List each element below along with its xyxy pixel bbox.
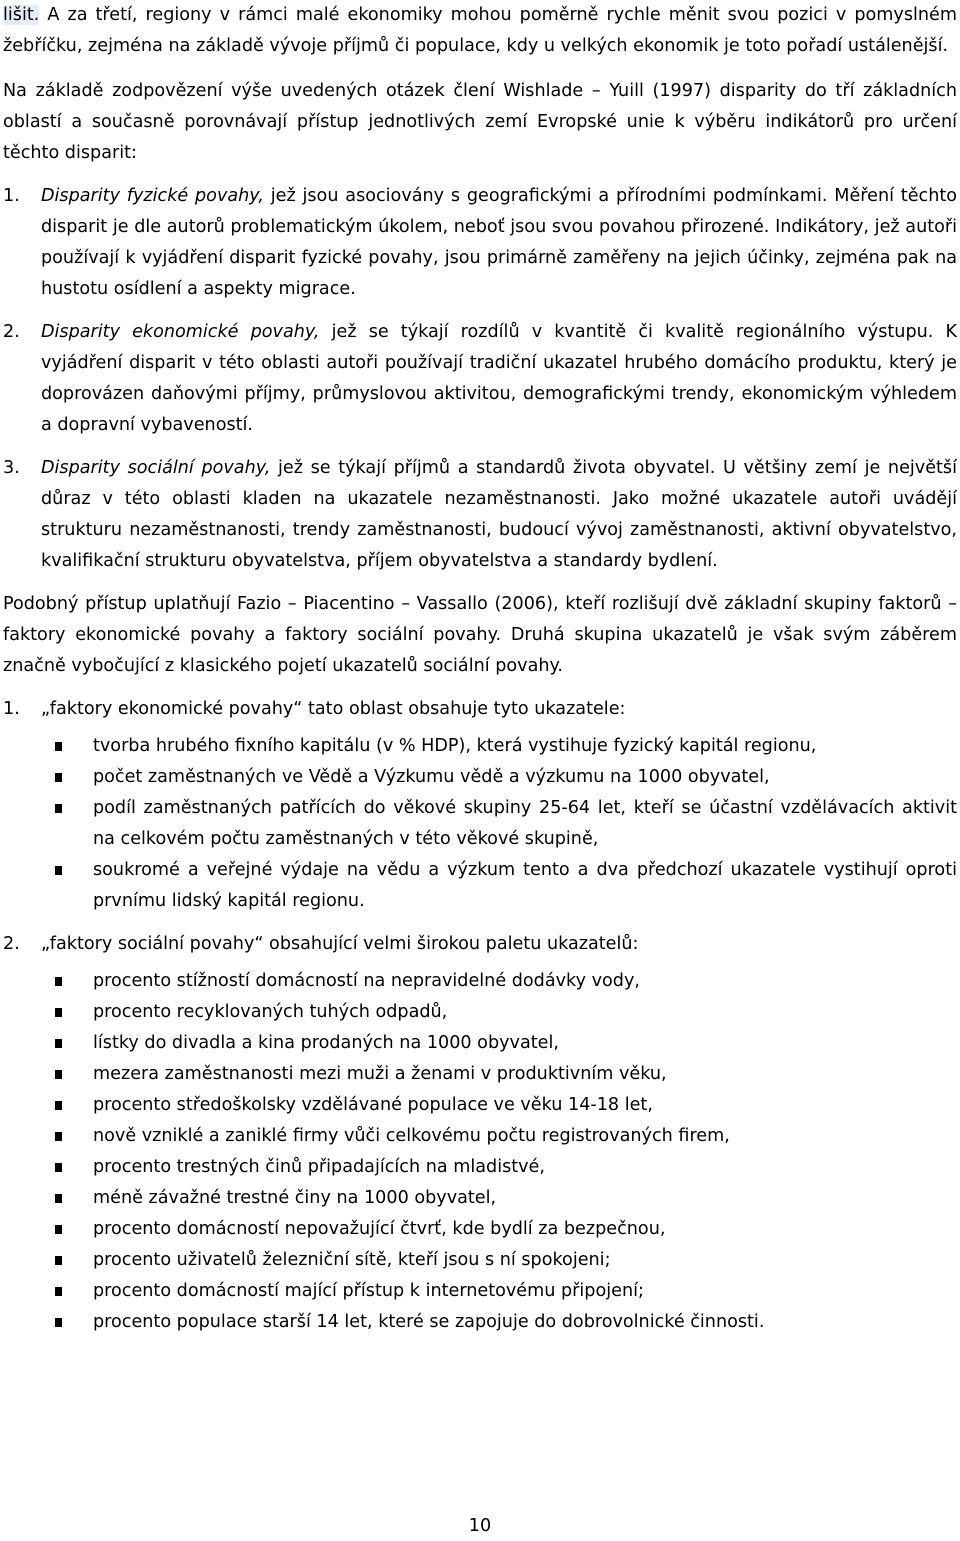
list-item [3,1307,957,1338]
list-item-text: procento trestných činů připadajících na mladistvé, [93,1157,545,1177]
item-title: Disparity fyzické povahy, [41,186,264,206]
square-bullet-icon [55,804,62,813]
intro-text: A za třetí, regiony v rámci malé ekonomiky mohou poměrně rychle měnit svou pozici v pomyslném žebříčku, zejména na základě vývoje příjmů či populace, kdy u velkých ekonomik je toto pořadí ustálenější. [3,5,957,56]
item-title: Disparity ekonomické povahy, [41,322,320,342]
list-item-text: počet zaměstnaných ve Vědě a Výzkumu vědě a výzkumu na 1000 obyvatel, [93,767,770,787]
item-title: Disparity sociální povahy, [41,458,271,478]
list-item-text: mezera zaměstnanosti mezi muži a ženami v produktivním věku, [93,1064,667,1084]
list-item [3,731,957,762]
list-item-text: nově vzniklé a zaniklé firmy vůči celkovému počtu registrovaných firem, [93,1126,730,1146]
square-bullet-icon [55,1287,62,1296]
square-bullet-icon [55,1101,62,1110]
disparity-item [3,453,957,577]
list-item-text: tvorba hrubého fixního kapitálu (v % HDP), která vystihuje fyzický kapitál regionu, [93,736,817,756]
disparity-item [3,181,957,305]
list-item-text: procento domácností mající přístup k internetovému připojení; [93,1281,644,1301]
list-item [3,1276,957,1307]
social-indicator-list [3,966,957,1338]
square-bullet-icon [55,1008,62,1017]
section-number: 1. [3,699,20,719]
list-item [3,1245,957,1276]
square-bullet-icon [55,1194,62,1203]
list-item [3,1214,957,1245]
list-item [3,1028,957,1059]
page-number: 10 [468,1516,492,1536]
section-heading: „faktory ekonomické povahy“ tato oblast obsahuje tyto ukazatele: [41,699,626,719]
section-heading: „faktory sociální povahy“ obsahující velmi širokou paletu ukazatelů: [41,934,639,954]
square-bullet-icon [55,1132,62,1141]
square-bullet-icon [55,1070,62,1079]
list-item-text: soukromé a veřejné výdaje na vědu a výzkum tento a dva předchozí ukazatele vystihují oproti prvnímu lidský kapitál regionu. [93,860,957,911]
list-item-text: méně závažné trestné činy na 1000 obyvatel, [93,1188,497,1208]
square-bullet-icon [55,1318,62,1327]
fazio-paragraph: Podobný přístup uplatňují Fazio – Piacentino – Vassallo (2006), kteří rozlišují dvě základní skupiny faktorů – faktory ekonomické povahy a faktory sociální povahy. Druhá skupina ukazatelů je však svým záběrem značně vybočující z klasického pojetí ukazatelů sociální povahy. [3,594,957,676]
economic-indicator-list [3,731,957,917]
square-bullet-icon [55,866,62,875]
list-item [3,793,957,855]
list-item [3,1059,957,1090]
item-text: jež jsou asociovány s geografickými a přírodními podmínkami. Měření těchto disparit je dle autorů problematickým úkolem, neboť jsou svou povahou přirozené. Indikátory, jež autoři používají k vyjádření disparit fyzické povahy, jsou primárně zaměřeny na jejich účinky, zejména pak na hustotu osídlení a aspekty migrace. [41,186,958,299]
disparity-list [3,181,957,577]
list-item [3,997,957,1028]
section-economic [3,694,957,725]
list-item [3,966,957,997]
list-item-text: procento středoškolsky vzdělávané populace ve věku 14-18 let, [93,1095,653,1115]
list-item [3,762,957,793]
square-bullet-icon [55,773,62,782]
list-item [3,1121,957,1152]
list-item-text: procento uživatelů železniční sítě, kteří jsou s ní spokojeni; [93,1250,611,1270]
intro-highlight: lišit. [3,5,40,25]
item-number: 3. [3,458,20,478]
disparity-item [3,317,957,441]
intro-paragraph [3,0,957,62]
square-bullet-icon [55,1225,62,1234]
list-item [3,855,957,917]
list-item-text: procento stížností domácností na nepravidelné dodávky vody, [93,971,640,991]
square-bullet-icon [55,1256,62,1265]
item-text: jež se týkají příjmů a standardů života obyvatel. U většiny zemí je největší důraz v této oblasti kladen na ukazatele nezaměstnanosti. Jako možné ukazatele autoři uvádějí strukturu nezaměstnanosti, trendy zaměstnanosti, budoucí vývoj zaměstnanosti, aktivní obyvatelstvo, kvalifikační strukturu obyvatelstva, příjem obyvatelstva a standardy bydlení. [41,458,957,571]
list-item-text: procento populace starší 14 let, které se zapojuje do dobrovolnické činnosti. [93,1312,765,1332]
item-text: jež se týkají rozdílů v kvantitě či kvalitě regionálního výstupu. K vyjádření disparit v této oblasti autoři používají tradiční ukazatel hrubého domácího produktu, který je doprovázen daňovými příjmy, průmyslovou aktivitou, demografickými trendy, ekonomickým výhledem a dopravní vybaveností. [41,322,957,435]
list-item [3,1152,957,1183]
item-number: 2. [3,322,20,342]
list-item-text: procento recyklovaných tuhých odpadů, [93,1002,448,1022]
square-bullet-icon [55,977,62,986]
document-page [3,0,957,1338]
list-item [3,1183,957,1214]
square-bullet-icon [55,1039,62,1048]
section-number: 2. [3,934,20,954]
list-item-text: procento domácností nepovažující čtvrť, kde bydlí za bezpečnou, [93,1219,666,1239]
section-social [3,929,957,960]
list-item-text: lístky do divadla a kina prodaných na 1000 obyvatel, [93,1033,559,1053]
item-number: 1. [3,186,20,206]
methods-paragraph: Na základě zodpovězení výše uvedených otázek člení Wishlade – Yuill (1997) disparity do tří základních oblastí a současně porovnávají přístup jednotlivých zemí Evropské unie k výběru indikátorů pro určení těchto disparit: [3,81,957,163]
list-item [3,1090,957,1121]
square-bullet-icon [55,1163,62,1172]
square-bullet-icon [55,742,62,751]
list-item-text: podíl zaměstnaných patřících do věkové skupiny 25-64 let, kteří se účastní vzdělávacích aktivit na celkovém počtu zaměstnaných v této věkové skupině, [93,798,957,849]
